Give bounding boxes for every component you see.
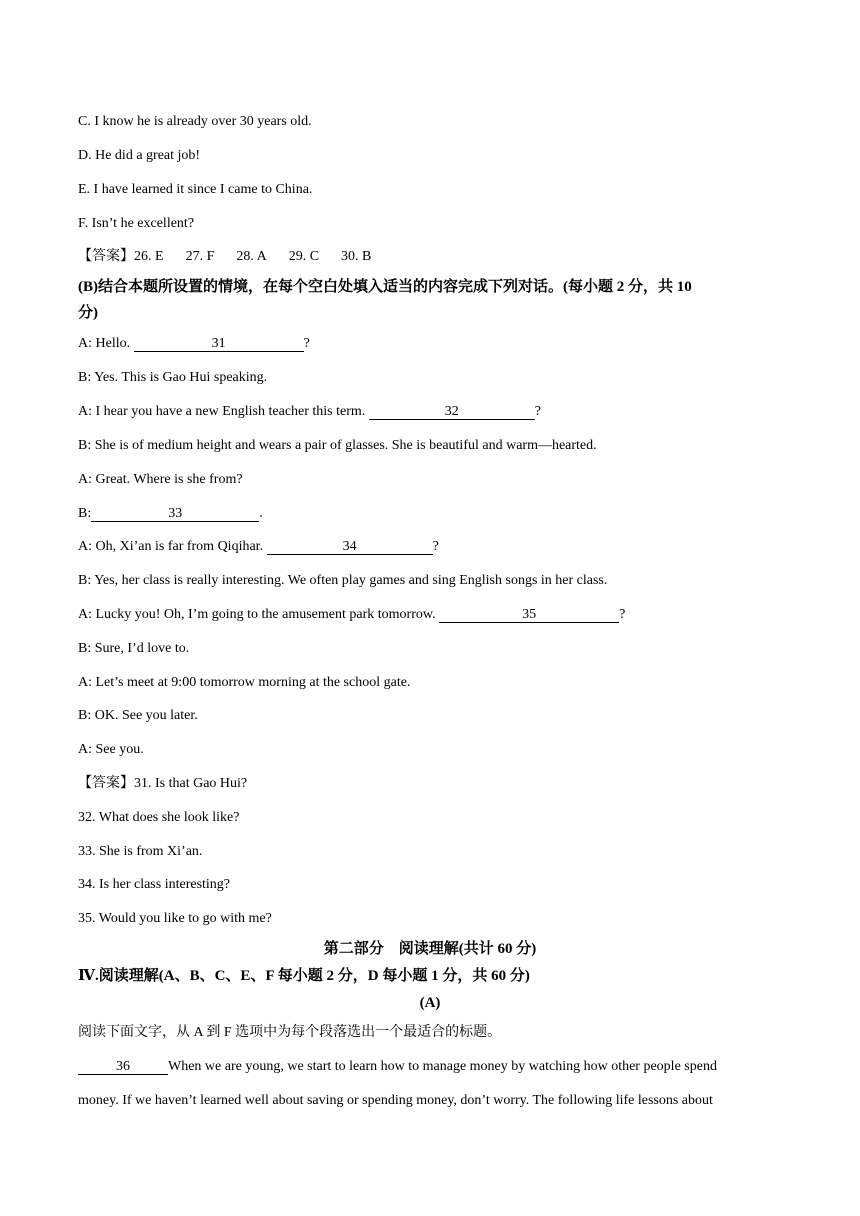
punct: ?: [303, 336, 310, 351]
paragraph-text: When we are young, we start to learn how to manage money by watching how other people spend: [168, 1059, 717, 1074]
answer-32: 32. What does she look like?: [78, 810, 240, 825]
answer-26: 26. E: [134, 249, 164, 264]
answer-29: 29. C: [288, 249, 320, 264]
dialogue-line-10: B: Sure, I’d love to.: [78, 641, 190, 656]
dialogue-line-8: B: Yes, her class is really interesting. We often play games and sing English songs in her class.: [78, 573, 608, 588]
speaker-text: A: I hear you have a new English teacher this term.: [78, 404, 369, 419]
answer-28: 28. A: [236, 249, 267, 264]
answer-33: 33. She is from Xi’an.: [78, 844, 203, 859]
dialogue-line-13: A: See you.: [78, 742, 144, 757]
punct: ?: [619, 607, 626, 622]
subsection-a-label: (A): [419, 995, 441, 1011]
section-b-heading-2: 分): [78, 305, 98, 321]
dialogue-line-7: [78, 538, 439, 556]
punct: ?: [432, 539, 439, 554]
answer-35: 35. Would you like to go with me?: [78, 911, 272, 926]
blank-31[interactable]: 31: [134, 336, 304, 352]
dialogue-line-1: [78, 335, 310, 353]
blank-36[interactable]: 36: [78, 1059, 168, 1075]
answer-prefix: 【答案】: [78, 249, 134, 264]
blank-33[interactable]: 33: [91, 506, 259, 522]
reading-instruction: 阅读下面文字，从 A 到 F 选项中为每个段落选出一个最适合的标题。: [78, 1025, 502, 1040]
paragraph-line-1: [78, 1058, 717, 1076]
dialogue-line-5: A: Great. Where is she from?: [78, 472, 243, 487]
option-c: C. I know he is already over 30 years old.: [78, 114, 312, 129]
speaker-text: A: Hello.: [78, 336, 134, 351]
paragraph-line-2: money. If we haven’t learned well about saving or spending money, don’t worry. The following life lessons about: [78, 1093, 713, 1108]
answer-27: 27. F: [185, 249, 215, 264]
punct: .: [259, 506, 263, 521]
blank-35[interactable]: 35: [439, 607, 619, 623]
punct: ?: [534, 404, 542, 419]
blank-34[interactable]: 34: [267, 539, 433, 555]
answer-row-26-30: [78, 248, 371, 266]
reading-section-heading: Ⅳ.阅读理解(A、B、C、E、F 每小题 2 分，D 每小题 1 分，共 60 分): [78, 968, 530, 984]
dialogue-line-11: A: Let’s meet at 9:00 tomorrow morning at the school gate.: [78, 675, 411, 690]
speaker-text: A: Lucky you! Oh, I’m going to the amusement park tomorrow.: [78, 607, 440, 622]
dialogue-line-9: [78, 606, 625, 624]
dialogue-line-2: B: Yes. This is Gao Hui speaking.: [78, 370, 268, 385]
section-b-heading-1: (B)结合本题所设置的情境，在每个空白处填入适当的内容完成下列对话。(每小题 2 分，共 10: [78, 279, 692, 295]
speaker-text: A: Oh, Xi’an is far from Qiqihar.: [78, 539, 267, 554]
answer-30: 30. B: [341, 249, 372, 264]
part-two-title: 第二部分 阅读理解(共计 60 分): [323, 941, 537, 957]
answer-31: 【答案】31. Is that Gao Hui?: [78, 776, 248, 791]
dialogue-line-12: B: OK. See you later.: [78, 708, 198, 723]
option-e: E. I have learned it since I came to China.: [78, 182, 313, 197]
dialogue-line-6: [78, 505, 263, 523]
dialogue-line-4: B: She is of medium height and wears a pair of glasses. She is beautiful and warm—hearted.: [78, 438, 597, 453]
option-f: F. Isn’t he excellent?: [78, 216, 195, 231]
option-d: D. He did a great job!: [78, 148, 201, 163]
dialogue-line-3: [78, 403, 541, 421]
answer-34: 34. Is her class interesting?: [78, 877, 231, 892]
blank-32[interactable]: 32: [369, 404, 535, 420]
speaker-text: B:: [78, 506, 92, 521]
